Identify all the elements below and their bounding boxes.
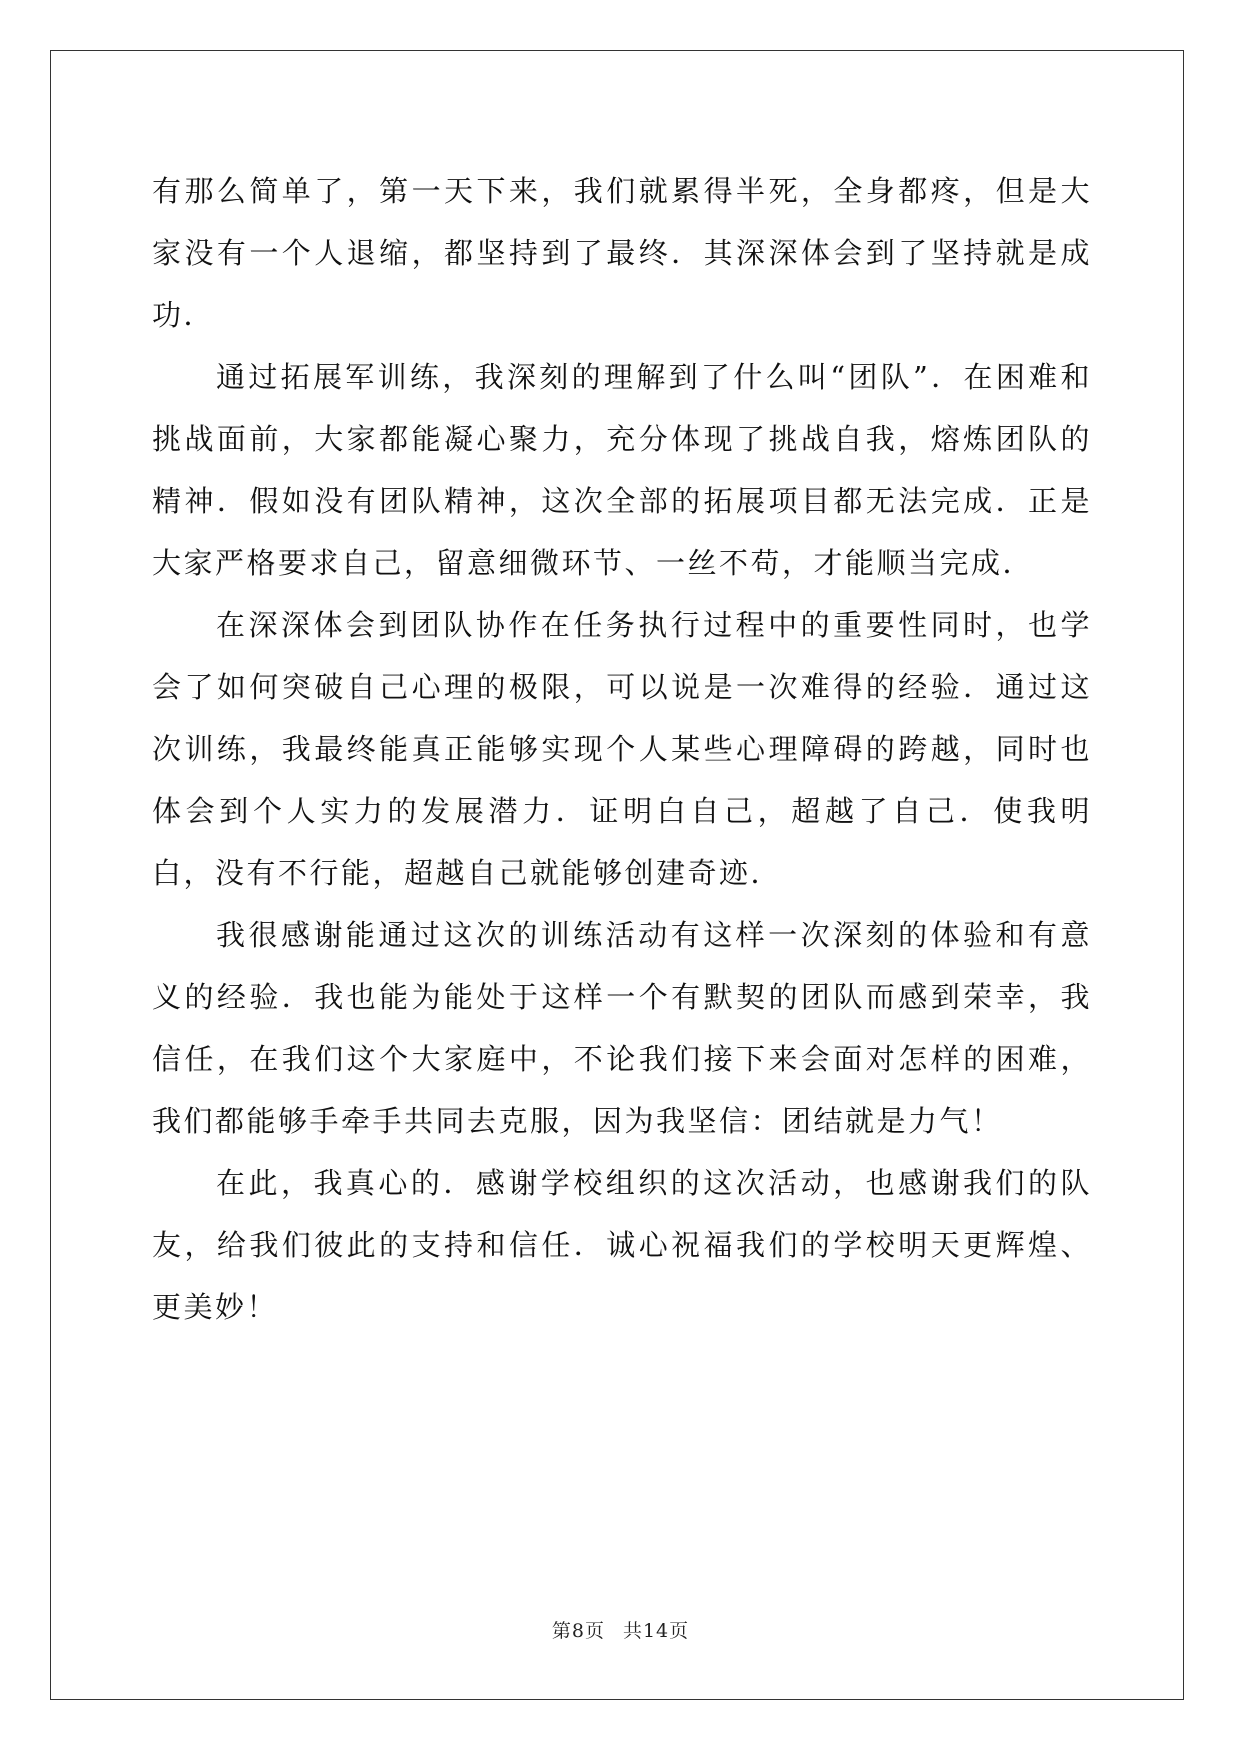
page-number: 第8页 xyxy=(551,1620,605,1642)
paragraph-2: 通过拓展军训练，我深刻的理解到了什么叫“团队”．在困难和挑战面前，大家都能凝心聚力，充分体现了挑战自我，熔炼团队的精神．假如没有团队精神，这次全部的拓展项目都无法完成．正是大家严格要求自己，留意细微环节、一丝不苟，才能顺当完成． xyxy=(152,360,1092,580)
paragraph-1: 有那么简单了，第一天下来，我们就累得半死，全身都疼，但是大家没有一个人退缩，都坚持到了最终．其深深体会到了坚持就是成功． xyxy=(152,174,1092,332)
page-footer xyxy=(0,1616,1241,1643)
document-body xyxy=(152,160,1092,1338)
page-total: 共14页 xyxy=(622,1620,690,1642)
paragraph-3: 在深深体会到团队协作在任务执行过程中的重要性同时，也学会了如何突破自己心理的极限，可以说是一次难得的经验．通过这次训练，我最终能真正能够实现个人某些心理障碍的跨越，同时也体会到个人实力的发展潜力．证明白自己，超越了自己．使我明白，没有不行能，超越自己就能够创建奇迹． xyxy=(152,608,1092,890)
paragraph-5: 在此，我真心的．感谢学校组织的这次活动，也感谢我们的队友，给我们彼此的支持和信任．诚心祝福我们的学校明天更辉煌、更美妙！ xyxy=(152,1166,1092,1324)
paragraph-4: 我很感谢能通过这次的训练活动有这样一次深刻的体验和有意义的经验．我也能为能处于这样一个有默契的团队而感到荣幸，我信任，在我们这个大家庭中，不论我们接下来会面对怎样的困难，我们都能够手牵手共同去克服，因为我坚信：团结就是力气！ xyxy=(152,918,1092,1138)
